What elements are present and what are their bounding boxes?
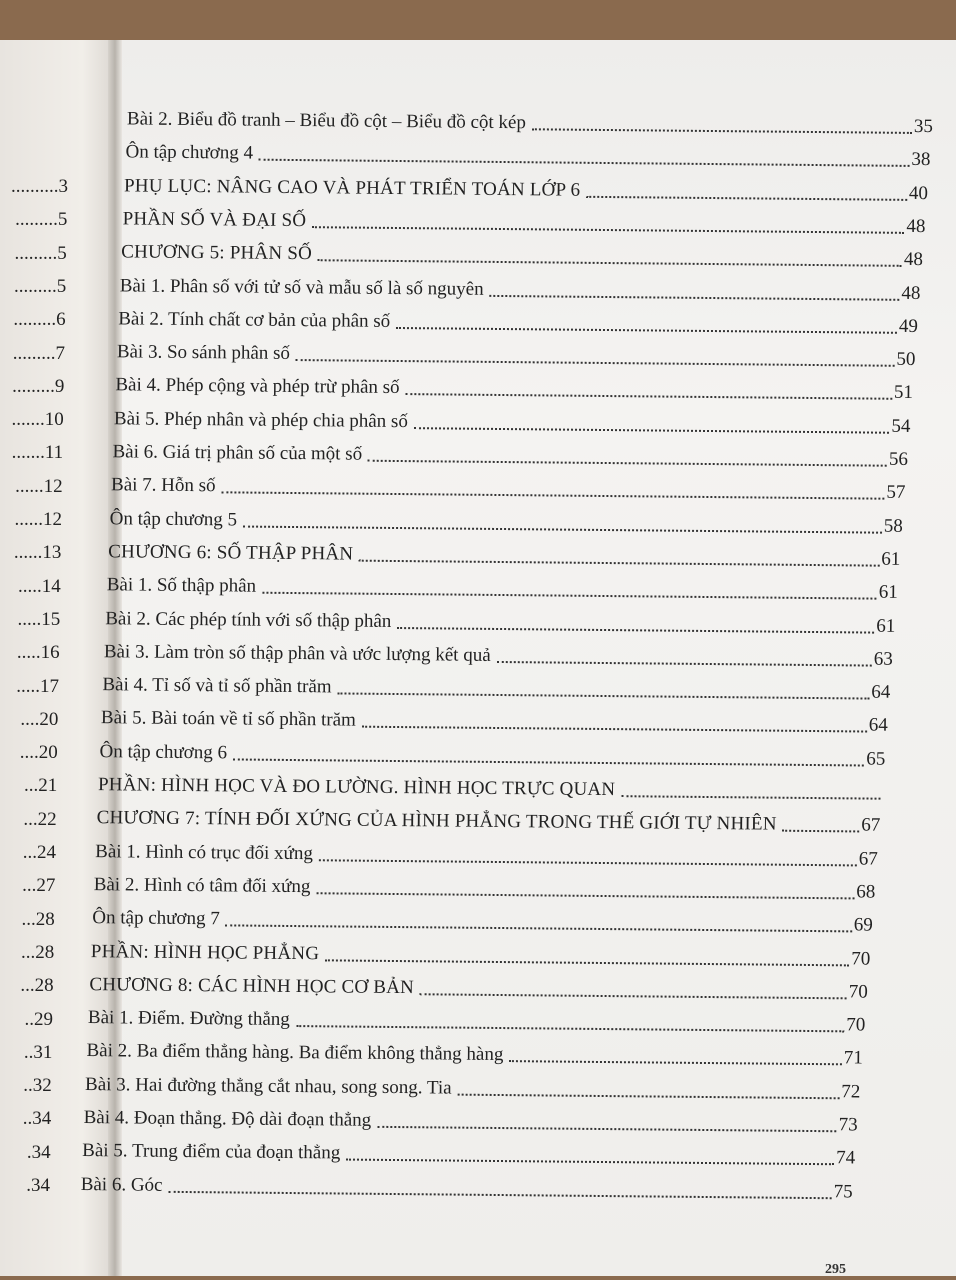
toc-entry-page: 48 [901,282,921,304]
toc-entry-page: 61 [881,548,901,570]
left-page-number: .....15 [17,608,61,630]
toc-entry-page: 73 [838,1114,858,1136]
dot-leader [532,128,912,134]
dot-leader [319,859,857,866]
toc-entry-page: 51 [893,382,913,404]
dot-leader [325,959,849,966]
dot-leader [338,693,870,700]
dot-leader [397,627,874,634]
left-page-number: ......13 [13,542,62,564]
toc-entry-page: 64 [871,681,891,703]
toc-entry-title: Bài 2. Hình có tâm đối xứng [93,874,311,898]
toc-entry [118,308,918,338]
dot-leader [233,758,864,766]
toc-entry-page: 38 [911,149,931,171]
toc-entry-title: Bài 3. Hai đường thẳng cắt nhau, song song. Tia [84,1073,452,1099]
toc-entry-title: Bài 1. Điểm. Đường thẳng [87,1007,290,1031]
dot-leader [420,993,847,999]
toc-entry [108,541,900,571]
toc-entry-title: Bài 4. Tỉ số và tỉ số phần trăm [102,674,332,698]
dot-leader [296,1025,844,1032]
left-page-number: .34 [26,1141,51,1163]
toc-entry [98,774,883,804]
toc-entry [88,1007,865,1036]
page-folio: 295 [825,1262,846,1277]
toc-entry-page: 61 [876,615,896,637]
toc-entry-title: Bài 7. Hỗn số [110,474,216,497]
toc-entry [86,1040,862,1069]
toc-entry-page: 40 [908,182,929,204]
left-page-number: ..34 [22,1108,52,1130]
toc-entry-title: Bài 2. Tính chất cơ bản của phân số [118,308,391,332]
toc-entry-title: Bài 5. Trung điểm của đoạn thẳng [82,1140,341,1164]
left-page-number: ...28 [20,975,54,997]
left-page-number: ...21 [23,775,58,797]
toc-entry-page: 54 [891,415,911,437]
toc-entry-title: Bài 4. Phép cộng và phép trừ phân số [115,374,400,399]
toc-entry-title: Bài 5. Bài toán về tỉ số phần trăm [100,707,356,732]
toc-entry-title: Bài 4. Đoạn thẳng. Độ dài đoạn thẳng [83,1107,372,1131]
toc-entry [124,175,928,205]
dot-leader [377,1126,837,1132]
dot-leader [318,259,902,267]
toc-entry-page: 64 [868,714,888,737]
toc-entry-title: CHƯƠNG 8: CÁC HÌNH HỌC CƠ BẢN [89,973,415,998]
left-page-number: ....20 [19,742,58,764]
toc-entry [114,408,911,438]
toc-entry [127,108,933,138]
dot-leader [226,925,852,933]
toc-entry-title: PHẦN: HÌNH HỌC PHẲNG [90,940,320,964]
toc-entry [102,674,890,704]
toc-entry-title: Bài 5. Phép nhân và phép chia phân số [113,407,408,432]
toc-entry-page: 56 [888,448,908,470]
dot-leader [362,726,867,733]
toc-entry [81,1174,853,1203]
toc-entry [89,974,868,1003]
left-page-number: .....17 [16,675,59,697]
toc-entry [121,242,923,272]
toc-entry-title: Bài 2. Ba điểm thẳng hàng. Ba điểm không thẳng hàng [86,1040,504,1066]
left-page-number: ...24 [22,842,56,863]
left-page-number: ..32 [23,1075,52,1097]
dot-leader [497,661,872,667]
dot-leader [296,359,894,367]
toc-entry [94,874,876,904]
toc-entry [105,608,895,638]
dot-leader [168,1190,831,1198]
toc-entry-page: 69 [853,914,873,936]
left-page-number: .......11 [11,442,64,464]
toc-entry-title: CHƯƠNG 7: TÍNH ĐỐI XỨNG CỦA HÌNH PHẲNG TRONG THẾ GIỚI TỰ NHIÊN [96,807,777,835]
toc-entry-title: CHƯƠNG 6: SỐ THẬP PHÂN [108,541,354,565]
dot-leader [243,525,882,533]
toc-entry-page: 71 [843,1047,863,1069]
dot-leader [396,327,897,334]
toc-entry [101,708,888,738]
toc-entry-title: PHẦN: HÌNH HỌC VÀ ĐO LƯỜNG. HÌNH HỌC TRỰC QUAN [97,774,616,801]
toc-entry-page: 67 [861,814,881,836]
left-page-number: .........5 [15,209,68,231]
toc-entry-page: 57 [886,481,906,504]
toc-entry-title: Bài 1. Hình có trục đối xứng [95,840,313,864]
toc-entry-page: 70 [846,1014,866,1036]
toc-entry-title: PHẦN SỐ VÀ ĐẠI SỐ [122,208,307,232]
dot-leader [222,492,885,500]
toc-entry [104,641,893,671]
dot-leader [359,560,879,567]
toc-entry-page: 75 [833,1180,853,1203]
toc-entry-title: Bài 3. So sánh phân số [116,341,291,365]
dot-leader [312,226,904,234]
toc-entry [112,441,908,471]
toc-entry-page: 70 [851,947,871,970]
left-page-number: ..31 [23,1041,53,1063]
toc-entry-title: Ôn tập chương 4 [125,141,254,164]
toc-entry [91,941,871,970]
toc-entry-title: Bài 1. Phân số với tử số và mẫu số là số nguyên [119,274,484,300]
left-page-number: ..........3 [11,176,68,197]
dot-leader [490,294,900,300]
toc-entry [120,275,921,305]
toc-entry-page: 65 [866,748,886,770]
toc-entry [92,907,873,936]
toc-entry [99,741,885,771]
left-page-number: ...28 [21,908,55,930]
toc-entry-page: 67 [858,848,878,870]
toc-entry-page: 50 [896,348,916,371]
left-page-number: ..29 [24,1008,53,1030]
dot-leader [586,195,907,200]
left-page-number: ......12 [15,475,63,497]
dot-leader [621,795,881,799]
toc-entry [95,841,878,871]
left-page-number: .........6 [13,309,66,331]
toc-entry-page: 61 [878,581,898,604]
toc-entry [110,508,903,538]
dot-leader [259,159,909,167]
dot-leader [406,393,892,400]
toc-entry-page: 68 [856,881,876,903]
left-page-number: .34 [26,1175,50,1196]
dot-leader [509,1060,841,1065]
toc-entry-title: Bài 2. Các phép tính với số thập phân [105,607,392,632]
dot-leader [346,1159,834,1166]
toc-entry-title: Bài 6. Góc [80,1173,163,1196]
toc-entry-title: Bài 3. Làm tròn số thập phân và ước lượng kết quả [103,640,491,666]
left-page-number: .........5 [13,275,67,297]
toc-entry-title: CHƯƠNG 5: PHÂN SỐ [121,241,313,265]
left-page-number: ...27 [22,875,56,897]
left-page-number: .........5 [14,242,67,264]
toc-entry-title: PHỤ LỤC: NÂNG CAO VÀ PHÁT TRIỂN TOÁN LỚP 6 [123,174,581,201]
toc-entry-page: 63 [873,648,893,670]
left-page-number: .....14 [18,575,61,597]
toc-entry [82,1140,855,1169]
left-page-number: .......10 [11,409,64,431]
dot-leader [368,460,887,467]
toc-entry-page: 49 [898,315,919,337]
left-page-number: ....20 [20,708,59,730]
toc-entry [117,341,916,371]
toc-entry-page: 70 [848,981,868,1003]
toc-entry-page: 35 [913,115,934,138]
dot-leader [458,1093,840,1099]
left-page-number: ...28 [20,941,55,963]
left-page-number: .........7 [12,342,65,364]
toc-entry-page: 48 [903,249,924,271]
toc-entry-page: 72 [841,1080,861,1103]
dot-leader [262,592,877,600]
left-page-number: .........9 [12,375,65,397]
toc-entry-title: Ôn tập chương 6 [99,740,228,764]
left-page-number: ...22 [23,808,57,830]
dot-leader [783,830,860,833]
toc-entry-page: 58 [883,515,903,537]
left-page-number: ......12 [14,509,62,530]
dot-leader [316,892,854,899]
toc-entry [85,1074,860,1103]
toc-entry-page: 48 [906,215,926,237]
toc-entry-title: Bài 2. Biểu đồ tranh – Biểu đồ cột – Biểu đồ cột kép [126,108,527,134]
toc-entry [111,475,905,505]
toc-entry [97,807,881,837]
toc-entry [107,574,898,604]
toc-entry-title: Ôn tập chương 7 [92,907,220,930]
left-page-number: .....16 [16,642,60,664]
toc-entry [84,1107,858,1136]
toc-entry-title: Ôn tập chương 5 [109,507,238,531]
dot-leader [414,427,890,434]
toc-entry-page: 74 [836,1147,856,1169]
toc-entry [123,208,926,238]
toc-entry-title: Bài 6. Giá trị phân số của một số [112,441,363,465]
toc-entry [115,375,913,405]
toc-entry [125,142,930,172]
toc-entry-title: Bài 1. Số thập phân [106,574,257,597]
